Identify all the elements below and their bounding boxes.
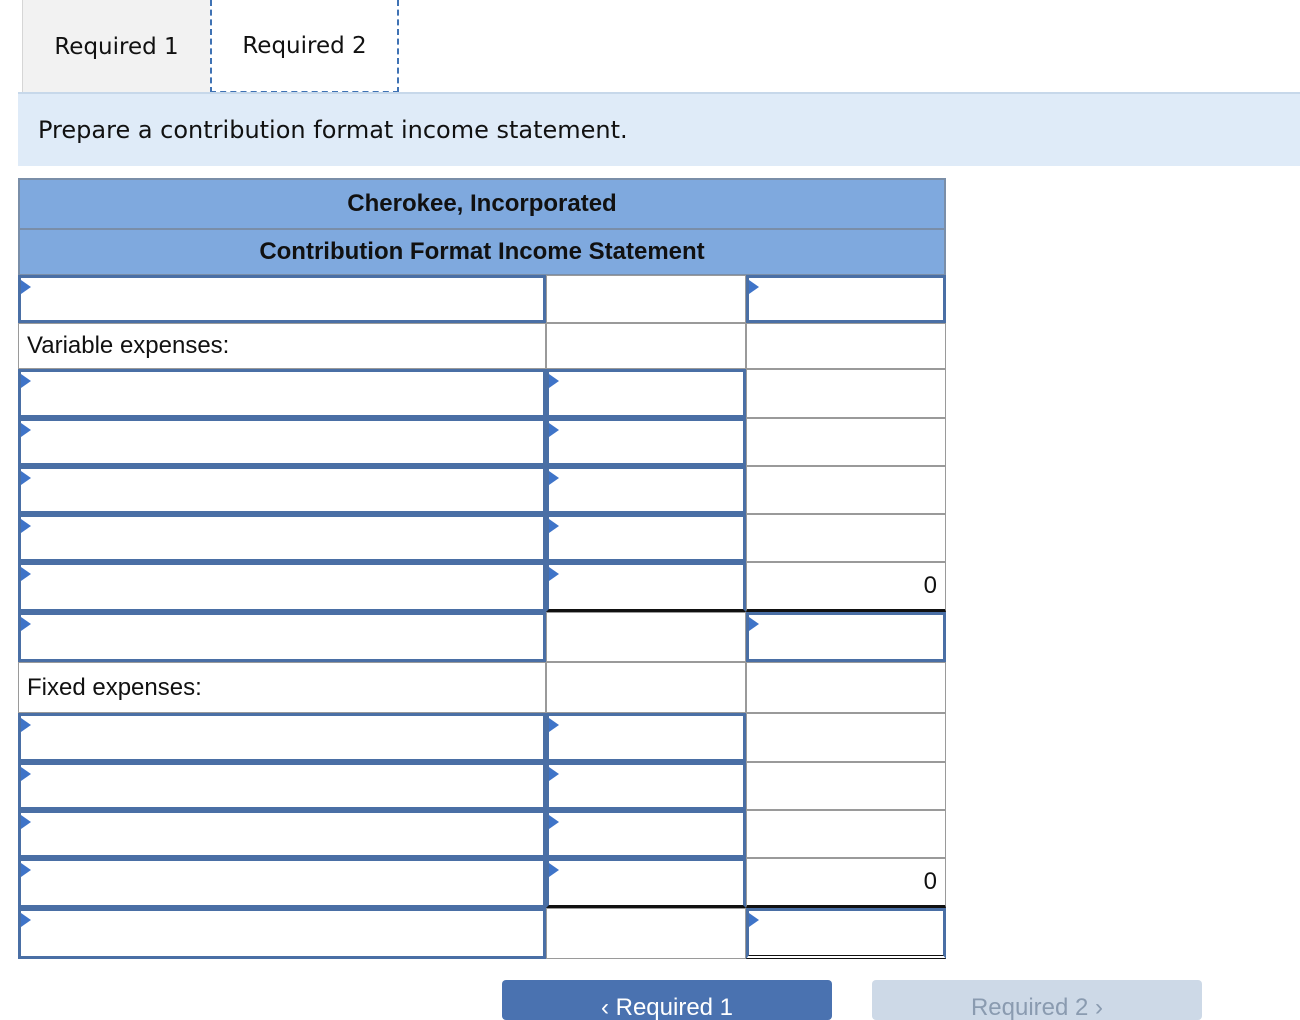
- fixed-expense-3-blank: [746, 810, 946, 858]
- prev-required-label: ‹ Required 1: [600, 994, 734, 1020]
- company-name: Cherokee, Incorporated: [347, 190, 617, 217]
- variable-expense-3-dropdown[interactable]: [18, 466, 546, 514]
- variable-expense-1-amount[interactable]: [546, 369, 746, 418]
- tab-required-2[interactable]: [210, 0, 399, 93]
- table-row-sales: [18, 275, 946, 323]
- fixed-expenses-label: Fixed expenses:: [27, 673, 202, 701]
- contribution-margin-blank: [546, 612, 746, 662]
- fixed-expense-4-dropdown[interactable]: [18, 858, 546, 908]
- variable-expense-5-dropdown[interactable]: [18, 562, 546, 612]
- variable-blank-cell-3: [746, 323, 946, 369]
- table-row-fixed-heading: [18, 662, 946, 713]
- fixed-blank-cell-2: [546, 662, 746, 713]
- variable-expense-4-blank: [746, 514, 946, 562]
- instruction-banner: [18, 94, 1300, 166]
- fixed-expense-2-blank: [746, 762, 946, 810]
- table-row-variable-1: [18, 369, 946, 418]
- income-statement-table: [18, 178, 946, 959]
- table-row-variable-2: [18, 418, 946, 466]
- variable-expenses-total: 0: [923, 572, 937, 599]
- fixed-expense-3-amount[interactable]: [546, 810, 746, 858]
- variable-expense-2-amount[interactable]: [546, 418, 746, 466]
- prev-required-button[interactable]: [502, 980, 832, 1020]
- statement-title: Contribution Format Income Statement: [259, 238, 705, 265]
- variable-expense-2-dropdown[interactable]: [18, 418, 546, 466]
- fixed-blank-cell-3: [746, 662, 946, 713]
- table-row-fixed-3: [18, 810, 946, 858]
- variable-expense-1-blank: [746, 369, 946, 418]
- fixed-expense-4-amount[interactable]: [546, 858, 746, 908]
- variable-expense-4-dropdown[interactable]: [18, 514, 546, 562]
- variable-expenses-total-cell: [746, 562, 946, 612]
- fixed-expenses-total: 0: [923, 868, 937, 895]
- tab-required-2-label: Required 2: [242, 32, 367, 59]
- next-required-button[interactable]: [872, 980, 1202, 1020]
- tab-required-1-label: Required 1: [54, 33, 179, 60]
- table-row-variable-3: [18, 466, 946, 514]
- variable-expense-3-amount[interactable]: [546, 466, 746, 514]
- net-income-input[interactable]: [746, 908, 946, 959]
- fixed-expense-1-amount[interactable]: [546, 713, 746, 762]
- fixed-expense-2-amount[interactable]: [546, 762, 746, 810]
- sales-blank-cell: [546, 275, 746, 323]
- sales-amount-input[interactable]: [746, 275, 946, 323]
- net-income-dropdown[interactable]: [18, 908, 546, 959]
- next-required-label: Required 2 ›: [970, 994, 1104, 1020]
- variable-expenses-cell: [18, 323, 546, 369]
- sales-label-dropdown[interactable]: [18, 275, 546, 323]
- table-row-variable-4: [18, 514, 946, 562]
- table-row-fixed-1: [18, 713, 946, 762]
- contribution-margin-dropdown[interactable]: [18, 612, 546, 662]
- table-row-net-operating-income: [18, 908, 946, 959]
- company-name-header: [18, 178, 946, 230]
- variable-expense-5-amount[interactable]: [546, 562, 746, 612]
- table-row-variable-total: [18, 562, 946, 612]
- fixed-expenses-total-cell: [746, 858, 946, 908]
- fixed-expense-1-blank: [746, 713, 946, 762]
- net-income-blank: [546, 908, 746, 959]
- statement-title-header: [18, 228, 946, 276]
- table-row-variable-heading: [18, 323, 946, 369]
- table-row-fixed-2: [18, 762, 946, 810]
- variable-expense-4-amount[interactable]: [546, 514, 746, 562]
- fixed-expenses-cell: [18, 662, 546, 713]
- variable-expense-3-blank: [746, 466, 946, 514]
- variable-expenses-label: Variable expenses:: [27, 332, 230, 359]
- variable-blank-cell-2: [546, 323, 746, 369]
- fixed-expense-1-dropdown[interactable]: [18, 713, 546, 762]
- instruction-text: Prepare a contribution format income statement.: [38, 116, 628, 144]
- variable-expense-2-blank: [746, 418, 946, 466]
- contribution-margin-input[interactable]: [746, 612, 946, 662]
- variable-expense-1-dropdown[interactable]: [18, 369, 546, 418]
- table-row-contribution-margin: [18, 612, 946, 662]
- fixed-expense-3-dropdown[interactable]: [18, 810, 546, 858]
- tab-required-1[interactable]: [22, 0, 210, 93]
- fixed-expense-2-dropdown[interactable]: [18, 762, 546, 810]
- table-row-fixed-total: [18, 858, 946, 908]
